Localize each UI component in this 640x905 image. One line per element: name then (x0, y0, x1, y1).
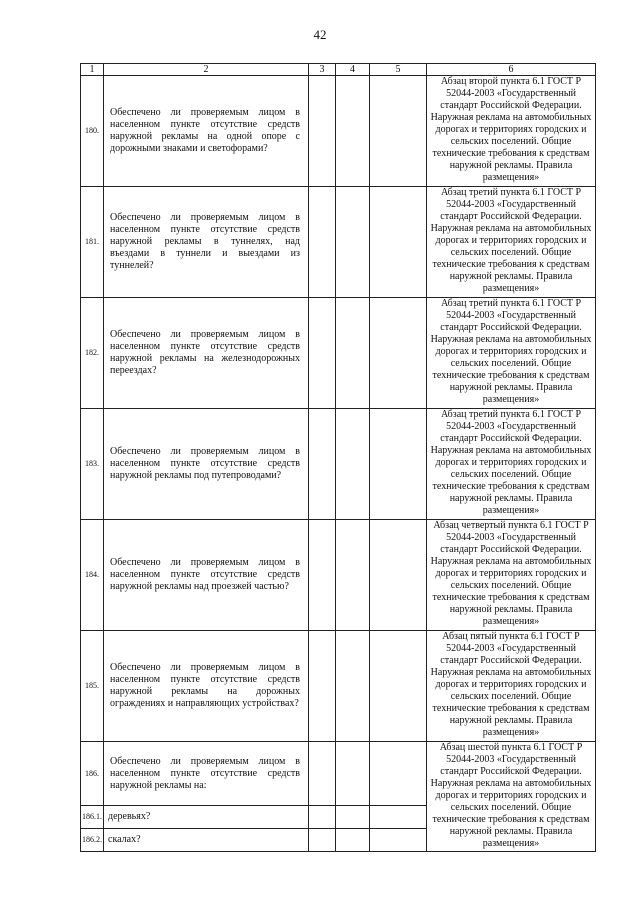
cell-col-4 (336, 742, 370, 806)
table-row (81, 631, 596, 742)
header-col-2: 2 (104, 64, 309, 76)
reference-text: Абзац второй пункта 6.1 ГОСТ Р 52044-2003 «Государственный стандарт Российской Федерации. Наружная реклама на автомобильных дорогах и территориях городских и сельских поселений. Общие технические требования к средствам наружной рекламы. Правила размещения» (427, 76, 596, 187)
cell-col-5 (370, 520, 427, 631)
question-text: Обеспечено ли проверяемым лицом в населенном пункте отсутствие средств наружной рекламы на дорожных ограждениях и направляющих устройствах? (104, 631, 309, 742)
header-col-1: 1 (81, 64, 104, 76)
reference-text: Абзац четвертый пункта 6.1 ГОСТ Р 52044-2003 «Государственный стандарт Российской Федерации. Наружная реклама на автомобильных дорогах и территориях городских и сельских поселений. Общие технические требования к средствам наружной рекламы. Правила размещения» (427, 520, 596, 631)
cell-col-4 (336, 409, 370, 520)
question-text: Обеспечено ли проверяемым лицом в населенном пункте отсутствие средств наружной рекламы в туннелях, над въездами в туннели и выездами из туннелей? (104, 187, 309, 298)
cell-col-5 (370, 298, 427, 409)
reference-text: Абзац пятый пункта 6.1 ГОСТ Р 52044-2003 «Государственный стандарт Российской Федерации. Наружная реклама на автомобильных дорогах и территориях городских и сельских поселений. Общие технические требования к средствам наружной рекламы. Правила размещения» (427, 631, 596, 742)
row-number: 185. (81, 631, 104, 742)
row-number: 186. (81, 742, 104, 806)
cell-col-5 (370, 829, 427, 852)
question-text: Обеспечено ли проверяемым лицом в населенном пункте отсутствие средств наружной рекламы на: (104, 742, 309, 806)
cell-col-3 (309, 187, 336, 298)
row-number: 181. (81, 187, 104, 298)
table-row (81, 298, 596, 409)
row-number: 184. (81, 520, 104, 631)
cell-col-3 (309, 806, 336, 829)
question-text: Обеспечено ли проверяемым лицом в населенном пункте отсутствие средств наружной рекламы под путепроводами? (104, 409, 309, 520)
table-row (81, 520, 596, 631)
cell-col-4 (336, 76, 370, 187)
checklist-table (80, 63, 596, 852)
row-number: 186.2. (81, 829, 104, 852)
header-col-3: 3 (309, 64, 336, 76)
table-row (81, 409, 596, 520)
header-col-5: 5 (370, 64, 427, 76)
row-number: 180. (81, 76, 104, 187)
cell-col-5 (370, 187, 427, 298)
row-number: 182. (81, 298, 104, 409)
cell-col-3 (309, 76, 336, 187)
cell-col-5 (370, 742, 427, 806)
cell-col-3 (309, 520, 336, 631)
header-col-6: 6 (427, 64, 596, 76)
cell-col-4 (336, 829, 370, 852)
table-row (81, 76, 596, 187)
question-text: Обеспечено ли проверяемым лицом в населенном пункте отсутствие средств наружной рекламы на одной опоре с дорожными знаками и светофорами? (104, 76, 309, 187)
table-row (81, 742, 596, 806)
row-number: 183. (81, 409, 104, 520)
page-number: 42 (313, 27, 327, 42)
cell-col-3 (309, 631, 336, 742)
question-text: деревьях? (104, 806, 309, 829)
row-number: 186.1. (81, 806, 104, 829)
reference-text: Абзац третий пункта 6.1 ГОСТ Р 52044-2003 «Государственный стандарт Российской Федерации. Наружная реклама на автомобильных дорогах и территориях городских и сельских поселений. Общие технические требования к средствам наружной рекламы. Правила размещения» (427, 298, 596, 409)
cell-col-4 (336, 187, 370, 298)
header-col-4: 4 (336, 64, 370, 76)
cell-col-5 (370, 409, 427, 520)
reference-text: Абзац шестой пункта 6.1 ГОСТ Р 52044-2003 «Государственный стандарт Российской Федерации. Наружная реклама на автомобильных дорогах и территориях городских и сельских поселений. Общие технические требования к средствам наружной рекламы. Правила размещения» (427, 742, 596, 852)
table-row (81, 187, 596, 298)
cell-col-4 (336, 631, 370, 742)
cell-col-5 (370, 76, 427, 187)
header-row (81, 64, 596, 76)
question-text: Обеспечено ли проверяемым лицом в населенном пункте отсутствие средств наружной рекламы на железнодорожных переездах? (104, 298, 309, 409)
cell-col-3 (309, 829, 336, 852)
cell-col-3 (309, 298, 336, 409)
cell-col-5 (370, 806, 427, 829)
cell-col-3 (309, 409, 336, 520)
question-text: скалах? (104, 829, 309, 852)
reference-text: Абзац третий пункта 6.1 ГОСТ Р 52044-2003 «Государственный стандарт Российской Федерации. Наружная реклама на автомобильных дорогах и территориях городских и сельских поселений. Общие технические требования к средствам наружной рекламы. Правила размещения» (427, 409, 596, 520)
question-text: Обеспечено ли проверяемым лицом в населенном пункте отсутствие средств наружной рекламы над проезжей частью? (104, 520, 309, 631)
cell-col-5 (370, 631, 427, 742)
cell-col-4 (336, 298, 370, 409)
cell-col-3 (309, 742, 336, 806)
cell-col-4 (336, 520, 370, 631)
cell-col-4 (336, 806, 370, 829)
reference-text: Абзац третий пункта 6.1 ГОСТ Р 52044-2003 «Государственный стандарт Российской Федерации. Наружная реклама на автомобильных дорогах и территориях городских и сельских поселений. Общие технические требования к средствам наружной рекламы. Правила размещения» (427, 187, 596, 298)
